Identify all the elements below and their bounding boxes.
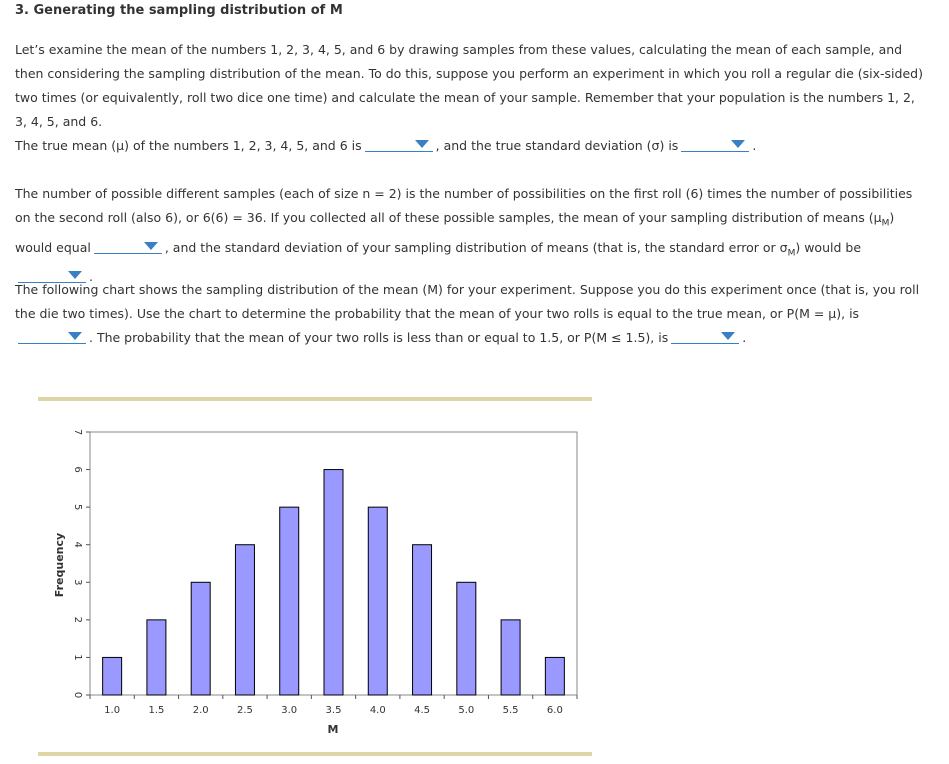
y-tick-label: 3: [72, 579, 83, 586]
y-tick-label: 7: [72, 428, 83, 436]
probability-paragraph: [15, 278, 930, 350]
chevron-down-icon: [68, 332, 82, 340]
bar-6.0: [545, 657, 564, 695]
bar-4.0: [368, 507, 387, 695]
sampling-distribution-chart: [38, 397, 592, 757]
prob-le-1-5-dropdown[interactable]: [671, 329, 739, 344]
x-tick-label: 2.0: [192, 705, 209, 716]
x-tick-label: 1.5: [148, 705, 165, 716]
prob-equal-mean-dropdown[interactable]: [18, 329, 86, 344]
intro-paragraph: Let’s examine the mean of the numbers 1, 2, 3, 4, 5, and 6 by drawing samples from these values, calculating the mean of each sample, and then considering the sampling distribution of the mean. To do this, suppose you perform an experiment in which you roll a regular die (six-sided) two times (or equivalently, roll two dice one time) and calculate the mean of your sample. Remember that your population is the numbers 1, 2, 3, 4, 5, and 6.: [15, 42, 923, 129]
chevron-down-icon: [721, 332, 735, 340]
true-sd-dropdown[interactable]: [681, 137, 749, 152]
bar-1.5: [147, 620, 166, 695]
chevron-down-icon: [731, 140, 745, 148]
y-tick-label: 0: [72, 691, 83, 699]
y-tick-label: 4: [72, 541, 83, 548]
x-tick-label: 6.0: [546, 705, 563, 716]
period-text: .: [752, 138, 757, 153]
chart-bottom-rule: [38, 752, 592, 756]
standard-error-text: , and the standard deviation of your sampling distribution of means (that is, the standard error or σ: [164, 239, 788, 255]
bar-5.0: [457, 582, 476, 695]
chevron-down-icon: [415, 140, 429, 148]
samples-text-b: ) would equal: [15, 210, 895, 255]
probability-text: The following chart shows the sampling distribution of the mean (M) for your experiment. Suppose you do this experiment once (that is, you roll the die two times). Use the chart to determine the probability that the mean of your two rolls is equal to the true mean, or P(M = μ), is: [15, 282, 920, 321]
bar-5.5: [501, 620, 520, 695]
x-tick-label: 2.5: [237, 705, 253, 716]
x-tick-label: 4.5: [414, 705, 430, 716]
x-tick-label: 5.5: [502, 705, 519, 716]
y-tick-label: 6: [72, 466, 83, 473]
samples-text: The number of possible different samples (each of size n = 2) is the number of possibilities on the first roll (6) times the number of possibilities on the second roll (also 6), or 6(6) = 36. If you collected all of these possible samples, the mean of your sampling distribution of means (μ: [15, 186, 913, 225]
y-tick-label: 2: [72, 616, 83, 624]
x-tick-label: 1.0: [104, 705, 121, 716]
bar-2.5: [235, 545, 254, 695]
x-axis-label: M: [327, 723, 339, 736]
standard-error-text-b: ) would be: [795, 239, 862, 255]
bar-1.0: [103, 657, 122, 695]
bar-3.0: [280, 507, 299, 695]
bar-2.0: [191, 582, 210, 695]
probability-text-b: . The probability that the mean of your two rolls is less than or equal to 1.5, or P(M ≤ 1.5), is: [89, 330, 669, 345]
period-text: .: [742, 330, 747, 345]
true-params-paragraph: [15, 134, 930, 158]
x-tick-label: 4.0: [369, 705, 386, 716]
samples-paragraph: [15, 182, 930, 289]
x-tick-label: 3.5: [325, 705, 342, 716]
bar-3.5: [324, 470, 343, 695]
period-text: .: [89, 269, 93, 284]
true-mean-text: The true mean (μ) of the numbers 1, 2, 3, 4, 5, and 6 is: [15, 138, 362, 153]
bar-4.5: [413, 545, 432, 695]
chart-svg: [38, 397, 592, 757]
mean-of-means-dropdown[interactable]: [94, 239, 162, 254]
section-title: 3. Generating the sampling distribution of M: [15, 3, 343, 18]
true-mean-dropdown[interactable]: [365, 137, 433, 152]
chevron-down-icon: [144, 242, 158, 250]
sigma-subscript: M: [787, 248, 796, 258]
x-tick-label: 5.0: [458, 705, 475, 716]
true-sd-text: , and the true standard deviation (σ) is: [435, 138, 679, 153]
y-tick-label: 1: [72, 654, 83, 661]
y-axis-label: Frequency: [53, 532, 66, 598]
y-tick-label: 5: [72, 503, 83, 511]
mu-subscript: M: [881, 218, 890, 229]
x-tick-label: 3.0: [281, 705, 298, 716]
